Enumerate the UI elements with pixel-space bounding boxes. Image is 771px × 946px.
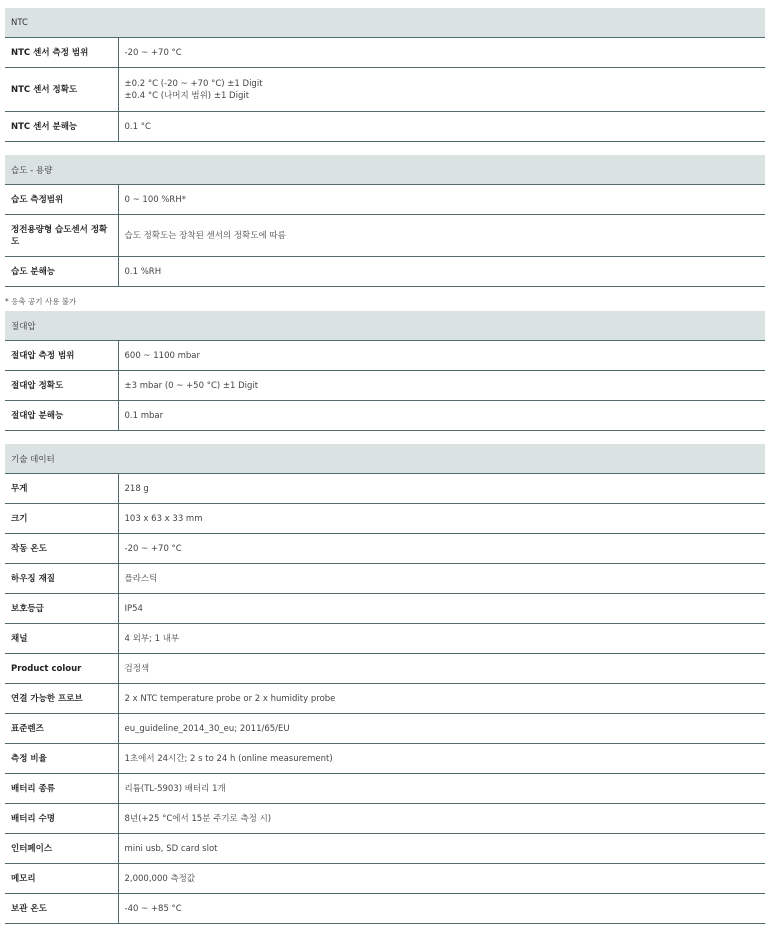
section-title: 습도 - 용량: [5, 155, 765, 185]
row-label: 정전용량형 습도센서 정확도: [5, 215, 118, 257]
row-label: 측정 비율: [5, 744, 118, 774]
section-title: 기술 데이터: [5, 444, 765, 474]
table-row: [5, 594, 765, 624]
row-label: Product colour: [5, 654, 118, 684]
table-row: [5, 38, 765, 68]
row-label: 절대압 측정 범위: [5, 341, 118, 371]
ntc-spec-table: [5, 8, 765, 142]
row-label: 하우징 재질: [5, 564, 118, 594]
table-row: [5, 684, 765, 714]
table-row: [5, 534, 765, 564]
row-label: 채널: [5, 624, 118, 654]
row-value: ±3 mbar (0 ~ +50 °C) ±1 Digit: [118, 371, 765, 401]
table-row: [5, 504, 765, 534]
row-label: 연결 가능한 프로브: [5, 684, 118, 714]
row-value-line: ±0.4 °C (나머지 범위) ±1 Digit: [124, 90, 250, 101]
pressure-spec-table: [5, 311, 765, 431]
row-label: 습도 측정범위: [5, 185, 118, 215]
row-label: 표준렌즈: [5, 714, 118, 744]
row-label: NTC 센서 분해능: [5, 112, 118, 142]
section-header-technical: [5, 444, 765, 474]
section-header-humidity: [5, 155, 765, 185]
row-label: 배터리 수명: [5, 804, 118, 834]
row-value: 0.1 mbar: [118, 401, 765, 431]
row-label: 보관 온도: [5, 894, 118, 924]
row-value: 4 외부; 1 내부: [118, 624, 765, 654]
row-value: mini usb, SD card slot: [118, 834, 765, 864]
table-row: [5, 341, 765, 371]
section-header-ntc: [5, 8, 765, 38]
row-value: -40 ~ +85 °C: [118, 894, 765, 924]
row-label: 보호등급: [5, 594, 118, 624]
row-label: 절대압 분해능: [5, 401, 118, 431]
row-value: IP54: [118, 594, 765, 624]
row-label: 작동 온도: [5, 534, 118, 564]
row-value: 600 ~ 1100 mbar: [118, 341, 765, 371]
table-row: [5, 894, 765, 924]
table-row: [5, 371, 765, 401]
table-row: [5, 654, 765, 684]
humidity-spec-table: [5, 155, 765, 287]
table-row: [5, 834, 765, 864]
row-value: 2 x NTC temperature probe or 2 x humidity probe: [118, 684, 765, 714]
row-value: -20 ~ +70 °C: [118, 38, 765, 68]
row-value: 103 x 63 x 33 mm: [118, 504, 765, 534]
row-label: 습도 분해능: [5, 257, 118, 287]
table-row: [5, 112, 765, 142]
table-row: [5, 624, 765, 654]
row-label: 크기: [5, 504, 118, 534]
row-value: 8년(+25 °C에서 15분 주기로 측정 시): [118, 804, 765, 834]
technical-spec-table: [5, 444, 765, 924]
row-value: -20 ~ +70 °C: [118, 534, 765, 564]
row-value: 리튬(TL-5903) 배터리 1개: [118, 774, 765, 804]
table-row: [5, 864, 765, 894]
table-row: [5, 804, 765, 834]
row-label: 절대압 정확도: [5, 371, 118, 401]
row-value: 0.1 °C: [118, 112, 765, 142]
table-row: [5, 714, 765, 744]
row-value: 1초에서 24시간; 2 s to 24 h (online measurement): [118, 744, 765, 774]
section-title: 절대압: [5, 311, 765, 341]
row-value: eu_guideline_2014_30_eu; 2011/65/EU: [118, 714, 765, 744]
row-value: 218 g: [118, 474, 765, 504]
row-value: 0.1 %RH: [118, 257, 765, 287]
row-label: NTC 센서 정확도: [5, 68, 118, 112]
row-value: 0 ~ 100 %RH*: [118, 185, 765, 215]
table-row: [5, 744, 765, 774]
table-row: [5, 185, 765, 215]
row-value: 2,000,000 측정값: [118, 864, 765, 894]
row-label: 배터리 종류: [5, 774, 118, 804]
section-spacer: [5, 142, 770, 155]
row-value: [118, 68, 765, 112]
row-value: 검정색: [118, 654, 765, 684]
table-row: [5, 564, 765, 594]
section-spacer: [5, 431, 770, 444]
table-row: [5, 774, 765, 804]
footnote: * 응축 공기 사용 불가: [5, 297, 77, 306]
table-row: [5, 257, 765, 287]
row-value: 습도 정확도는 장착된 센서의 정확도에 따름: [118, 215, 765, 257]
row-label: 무게: [5, 474, 118, 504]
section-title: NTC: [5, 8, 765, 38]
row-label: 메모리: [5, 864, 118, 894]
row-value: 플라스틱: [118, 564, 765, 594]
table-row: [5, 401, 765, 431]
row-label: NTC 센서 측정 범위: [5, 38, 118, 68]
row-label: 인터페이스: [5, 834, 118, 864]
row-value-line: ±0.2 °C (-20 ~ +70 °C) ±1 Digit: [124, 78, 263, 89]
section-header-pressure: [5, 311, 765, 341]
table-row: [5, 474, 765, 504]
table-row: [5, 215, 765, 257]
table-row: [5, 68, 765, 112]
